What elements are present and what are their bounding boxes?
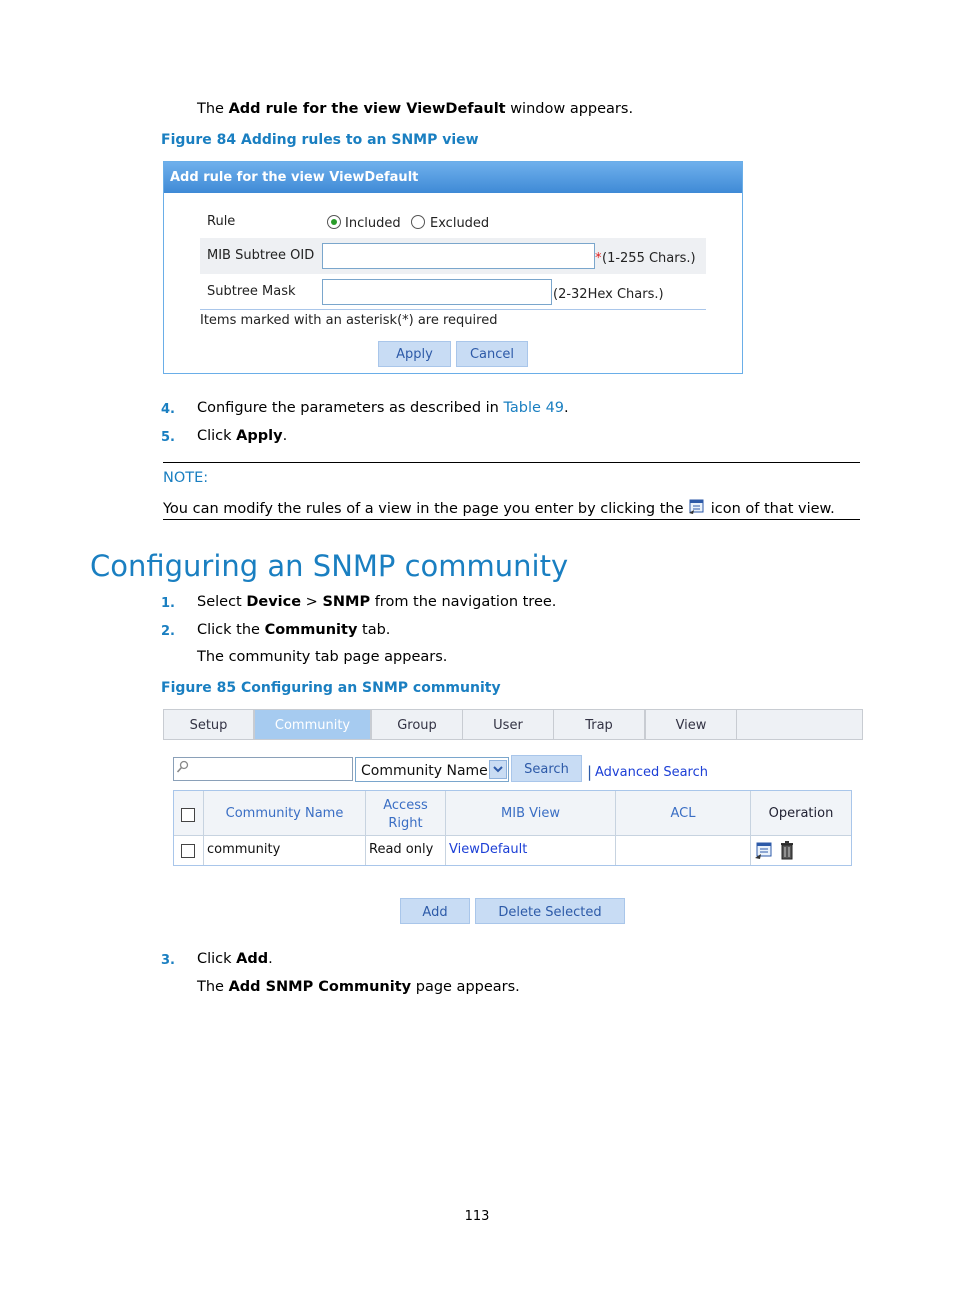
step-2-text: Click the Community tab. (197, 622, 391, 638)
table-49-link[interactable]: Table 49 (503, 400, 565, 416)
included-label: Included (345, 216, 401, 231)
header-operation: Operation (768, 806, 834, 821)
subtree-mask-input[interactable] (322, 279, 552, 305)
step-number: 1. (161, 596, 175, 611)
row-community-name: community (207, 842, 281, 857)
page-number: 113 (464, 1209, 490, 1224)
header-right[interactable]: Right (388, 816, 423, 831)
search-field-select[interactable] (355, 757, 509, 782)
header-acl[interactable]: ACL (670, 806, 696, 821)
tab-trap[interactable]: Trap (553, 709, 645, 740)
row-access-right: Read only (369, 842, 434, 857)
mask-hint: (2-32Hex Chars.) (553, 287, 664, 302)
included-radio[interactable] (327, 215, 341, 229)
note-text: You can modify the rules of a view in the page you enter by clicking the icon of that view. (163, 501, 835, 517)
tab-setup[interactable]: Setup (163, 709, 254, 740)
step-number: 5. (161, 430, 175, 445)
tab-community[interactable]: Community (254, 709, 371, 740)
required-asterisk: * (595, 251, 602, 266)
row-mib-view-link[interactable]: ViewDefault (449, 842, 528, 857)
tab-view[interactable]: View (645, 709, 737, 740)
note-top-rule (163, 462, 860, 463)
header-mib-view[interactable]: MIB View (501, 806, 560, 821)
table-divider (750, 791, 751, 865)
figure-85-caption: Figure 85 Configuring an SNMP community (161, 680, 501, 696)
header-community-name[interactable]: Community Name (225, 806, 344, 821)
table-divider (203, 791, 204, 865)
rule-label: Rule (207, 214, 236, 229)
oid-label: MIB Subtree OID (207, 248, 315, 263)
select-all-checkbox[interactable] (181, 808, 195, 822)
note-label: NOTE: (163, 470, 209, 486)
table-divider (445, 791, 446, 865)
excluded-label: Excluded (430, 216, 490, 231)
chevron-down-icon[interactable] (489, 760, 507, 779)
tab-user[interactable]: User (462, 709, 554, 740)
step-number: 2. (161, 624, 175, 639)
delete-icon[interactable] (779, 840, 795, 865)
edit-view-icon (688, 499, 706, 515)
step-3-result: The Add SNMP Community page appears. (197, 979, 520, 995)
tab-bar-filler (736, 709, 863, 740)
add-rule-dialog (163, 161, 743, 374)
dialog-title: Add rule for the view ViewDefault (164, 162, 742, 193)
intro-sentence: The Add rule for the view ViewDefault window appears. (197, 101, 634, 117)
table-divider (615, 791, 616, 865)
search-button[interactable]: Search (511, 755, 582, 782)
step-2-result: The community tab page appears. (197, 649, 448, 665)
required-note: Items marked with an asterisk(*) are required (200, 313, 498, 328)
figure-84-caption: Figure 84 Adding rules to an SNMP view (161, 132, 479, 148)
mib-subtree-oid-input[interactable] (322, 243, 595, 269)
add-button[interactable]: Add (400, 898, 470, 924)
apply-button[interactable]: Apply (378, 341, 451, 367)
search-input[interactable] (173, 757, 353, 781)
edit-icon[interactable] (754, 841, 774, 865)
advanced-search-link[interactable]: Advanced Search (595, 765, 709, 780)
tab-group[interactable]: Group (371, 709, 463, 740)
search-separator: | (587, 763, 593, 781)
search-icon (176, 760, 190, 779)
note-bottom-rule (163, 519, 860, 520)
step-4-text: Configure the parameters as described in Table 49. (197, 400, 569, 416)
cancel-button[interactable]: Cancel (456, 341, 528, 367)
oid-hint: (1-255 Chars.) (602, 251, 696, 266)
row-checkbox[interactable] (181, 844, 195, 858)
step-number: 4. (161, 402, 175, 417)
mask-label: Subtree Mask (207, 284, 296, 299)
step-3-text: Click Add. (197, 951, 273, 967)
section-heading: Configuring an SNMP community (90, 549, 569, 583)
step-number: 3. (161, 953, 175, 968)
header-access[interactable]: Access (383, 798, 428, 813)
step-5-text: Click Apply. (197, 428, 288, 444)
delete-selected-button[interactable]: Delete Selected (475, 898, 625, 924)
excluded-radio[interactable] (411, 215, 425, 229)
search-field-value: Community Name (361, 763, 488, 779)
step-1-text: Select Device > SNMP from the navigation tree. (197, 594, 557, 610)
